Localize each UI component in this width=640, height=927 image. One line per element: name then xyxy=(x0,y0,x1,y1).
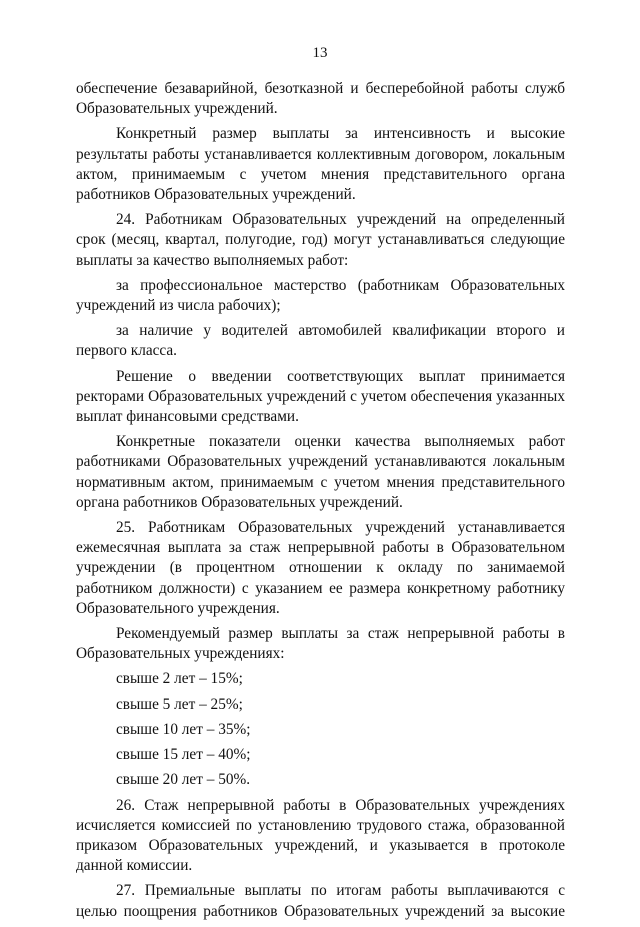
paragraphs-after xyxy=(76,796,565,927)
paragraph: 26. Стаж непрерывной работы в Образовательных учреждениях исчисляется комиссией по установлению трудового стажа, образованной приказом Образовательных учреждений, и указывается в протоколе данной комиссии. xyxy=(76,796,565,875)
page-number: 13 xyxy=(312,45,328,61)
list-item: свыше 10 лет – 35%; xyxy=(116,720,251,738)
paragraph: Конкретные показатели оценки качества выполняемых работ работниками Образовательных учреждений устанавливаются локальным нормативным актом, принимаемым с учетом мнения представительного органа работников Образовательных учреждений. xyxy=(76,433,565,511)
paragraph: Конкретный размер выплаты за интенсивность и высокие результаты работы устанавливается коллективным договором, локальным актом, принимаемым с учетом мнения представительного органа работников Образовательных учреждений. xyxy=(76,125,565,204)
paragraph: Рекомендуемый размер выплаты за стаж непрерывной работы в Образовательных учреждениях: xyxy=(76,625,565,663)
paragraph: 24. Работникам Образовательных учреждений на определенный срок (месяц, квартал, полугодие, год) могут устанавливаться следующие выплаты за качество выполняемых работ: xyxy=(76,211,565,269)
paragraph: обеспечение безаварийной, безотказной и бесперебойной работы служб Образовательных учреждений. xyxy=(76,80,565,118)
paragraph: за профессиональное мастерство (работникам Образовательных учреждений из числа рабочих); xyxy=(76,276,565,315)
paragraph: Решение о введении соответствующих выплат принимается ректорами Образовательных учреждений с учетом обеспечения указанных выплат финансовыми средствами. xyxy=(76,367,565,426)
document-body xyxy=(76,79,565,927)
list-item: свыше 15 лет – 40%; xyxy=(116,746,251,764)
rates-list xyxy=(76,669,565,795)
paragraph: 27. Премиальные выплаты по итогам работы выплачиваются с целью поощрения работников Образовательных учреждений за высокие xyxy=(76,882,565,920)
list-item: свыше 5 лет – 25%; xyxy=(116,695,243,713)
paragraph: за наличие у водителей автомобилей квалификации второго и первого класса. xyxy=(76,322,565,360)
paragraphs-before xyxy=(76,79,565,669)
paragraph: 25. Работникам Образовательных учреждений устанавливается ежемесячная выплата за стаж непрерывной работы в Образовательном учреждении (в процентном отношении к окладу по занимаемой работником должности) с указанием ее размера конкретному работнику Образовательного учреждения. xyxy=(76,519,565,617)
list-item: свыше 2 лет – 15%; xyxy=(116,670,243,688)
list-item: свыше 20 лет – 50%. xyxy=(116,771,251,789)
